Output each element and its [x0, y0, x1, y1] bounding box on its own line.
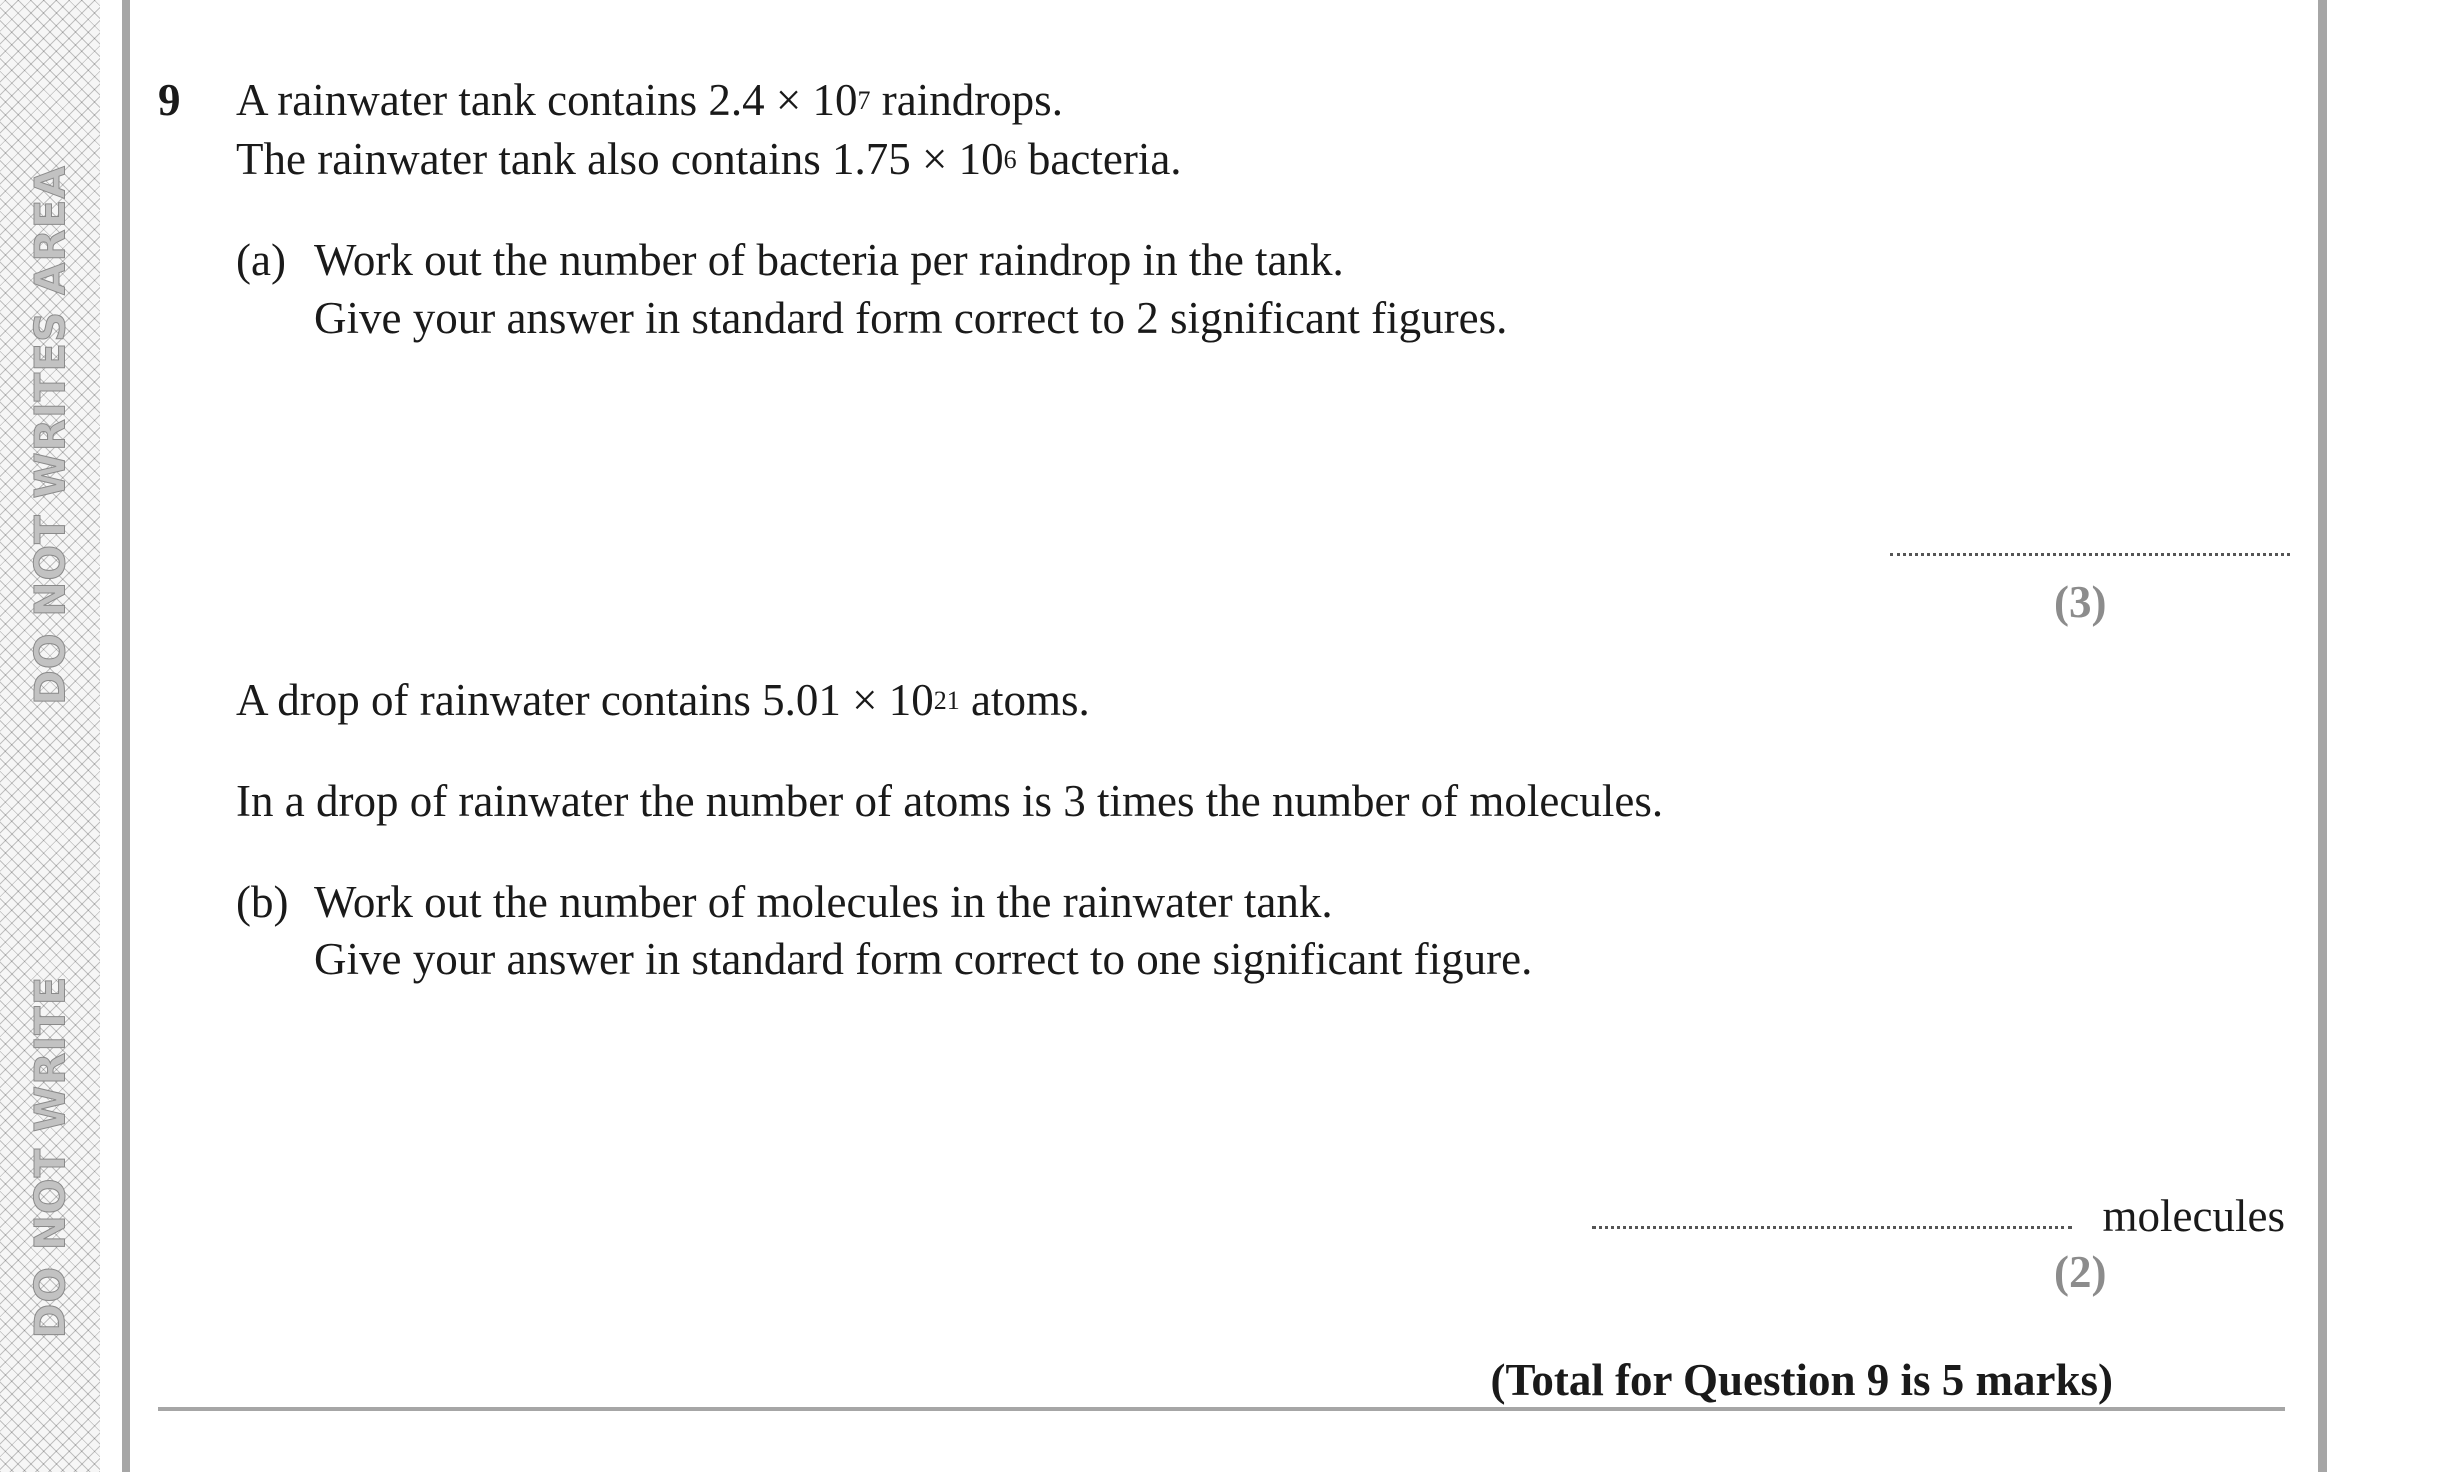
do-not-write-margin	[0, 0, 100, 1472]
part-b-unit: molecules	[2102, 1191, 2285, 1241]
page-border-left	[122, 0, 130, 1472]
part-b-instruction-2: Give your answer in standard form correct to one significant figure.	[314, 934, 1533, 984]
question-line-2: The rainwater tank also contains $1.75 \times 10^6$ bacteria.	[236, 134, 1182, 184]
part-b-marks: (2)	[2054, 1247, 2107, 1297]
margin-label-bottom: DO NOT WRITE	[25, 975, 75, 1339]
part-b-instruction-1: Work out the number of molecules in the rainwater tank.	[314, 877, 1333, 927]
part-a-answer-line[interactable]	[1890, 553, 2290, 556]
info-ratio-line: In a drop of rainwater the number of atoms is 3 times the number of molecules.	[236, 776, 1664, 826]
page-border-right	[2318, 0, 2327, 1472]
part-b-answer-line[interactable]	[1592, 1226, 2072, 1229]
question-end-rule	[158, 1407, 2285, 1411]
margin-label-top: DO NOT WRITES AREA	[25, 165, 75, 705]
info-atoms-line: A drop of rainwater contains $5.01 \times 10^{21}$ atoms.	[236, 675, 1090, 725]
question-number: 9	[158, 75, 181, 125]
part-a-instruction-2: Give your answer in standard form correct to 2 significant figures.	[314, 293, 1508, 343]
part-a-marks: (3)	[2054, 577, 2107, 627]
part-a-instruction-1: Work out the number of bacteria per raindrop in the tank.	[314, 235, 1344, 285]
question-total: (Total for Question 9 is 5 marks)	[1490, 1355, 2113, 1405]
question-line-1: A rainwater tank contains $2.4 \times 10^7$ raindrops.	[236, 75, 1063, 125]
part-b-label: (b)	[236, 877, 289, 927]
part-a-label: (a)	[236, 235, 286, 285]
